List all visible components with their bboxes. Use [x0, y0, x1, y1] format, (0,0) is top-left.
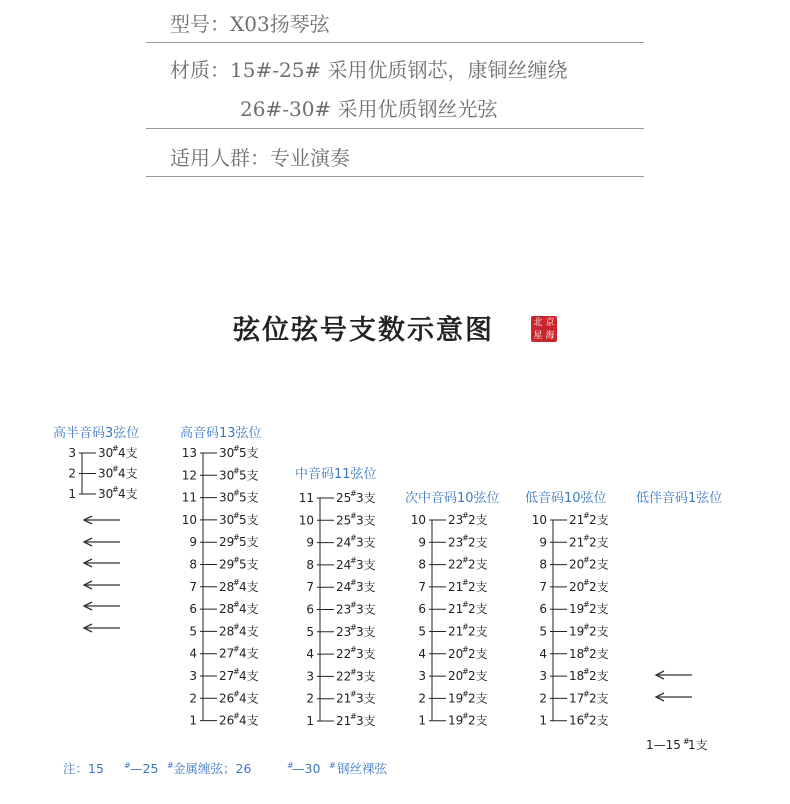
string-count: 4支 — [239, 713, 259, 728]
gauge-mark: # — [233, 510, 240, 520]
gauge-mark: # — [350, 578, 357, 588]
string-count: 4支 — [239, 669, 259, 683]
gauge-mark: # — [233, 689, 240, 699]
string-position: 5 — [189, 624, 197, 639]
string-gauge: 30 — [98, 446, 114, 460]
gauge-mark: # — [583, 689, 590, 699]
string-position: 9 — [189, 535, 197, 550]
string-position: 4 — [539, 646, 547, 661]
gauge-mark: # — [233, 577, 240, 587]
string-gauge: 28 — [219, 579, 235, 594]
gauge-mark: # — [350, 555, 357, 565]
string-position: 10 — [531, 513, 547, 527]
gauge-mark: # — [583, 577, 590, 587]
string-position: 4 — [418, 646, 426, 661]
string-gauge: 18 — [569, 646, 585, 661]
string-gauge: 30 — [98, 466, 114, 481]
string-count: 2支 — [468, 557, 488, 572]
string-row-label: 1—15 — [646, 738, 681, 752]
string-gauge: 29 — [219, 557, 235, 572]
string-position: 3 — [68, 446, 76, 460]
string-gauge: 20 — [448, 669, 464, 684]
string-count: 2支 — [468, 669, 488, 684]
gauge-mark: # — [233, 488, 240, 498]
string-position: 4 — [306, 647, 314, 662]
string-position: 1 — [68, 487, 76, 501]
string-position: 8 — [306, 557, 314, 572]
string-gauge: 21 — [448, 624, 464, 639]
string-gauge: 21 — [336, 691, 352, 706]
gauge-mark: # — [462, 555, 469, 565]
string-position: 9 — [418, 535, 426, 550]
string-position: 8 — [539, 557, 547, 572]
string-count: 2支 — [589, 557, 609, 572]
gauge-mark: # — [350, 712, 357, 721]
string-position: 1 — [539, 713, 547, 728]
string-count: 3支 — [356, 714, 376, 728]
string-gauge: 30 — [219, 446, 235, 460]
string-gauge: 24 — [336, 580, 352, 595]
string-gauge: 20 — [569, 579, 585, 594]
string-count: 3支 — [356, 647, 376, 662]
string-gauge: 23 — [448, 535, 464, 550]
gauge-mark: # — [462, 577, 469, 587]
string-gauge: 22 — [336, 647, 352, 662]
string-position: 7 — [306, 580, 314, 595]
string-position: 8 — [418, 557, 426, 572]
string-count: 5支 — [239, 490, 259, 505]
string-count: 3支 — [356, 580, 376, 595]
string-count: 4支 — [239, 624, 259, 639]
string-position: 1 — [306, 714, 314, 728]
footnote-text: —25 — [130, 761, 159, 776]
string-count: 2支 — [468, 646, 488, 661]
group-title: 高半音码3弦位 — [53, 426, 140, 441]
gauge-mark: # — [233, 622, 240, 632]
group-title: 次中音码10弦位 — [405, 491, 500, 506]
string-gauge: 29 — [219, 535, 235, 550]
string-count: 4支 — [118, 446, 138, 460]
string-count: 4支 — [118, 487, 138, 501]
gauge-mark: # — [233, 533, 240, 543]
string-gauge: 30 — [219, 490, 235, 505]
string-position: 2 — [68, 466, 76, 481]
string-count: 2支 — [589, 513, 609, 527]
gauge-mark: # — [350, 622, 357, 632]
users-value: 专业演奏 — [270, 146, 350, 170]
string-count: 2支 — [589, 579, 609, 594]
gauge-mark: # — [583, 600, 590, 610]
gauge-mark: # — [462, 667, 469, 677]
string-count: 3支 — [356, 691, 376, 706]
group-title: 高音码13弦位 — [180, 426, 262, 441]
string-position: 5 — [306, 624, 314, 639]
string-gauge: 23 — [448, 513, 464, 527]
gauge-mark: # — [583, 533, 590, 543]
string-count: 3支 — [356, 669, 376, 684]
material-value-1: 15#-25# 采用优质钢芯，康铜丝缠绕 — [230, 58, 568, 82]
string-count: 3支 — [356, 491, 376, 505]
string-gauge: 21 — [336, 714, 352, 728]
string-count: 2支 — [468, 691, 488, 706]
string-gauge: 21 — [569, 513, 585, 527]
string-position: 5 — [418, 624, 426, 639]
gauge-mark: # — [233, 555, 240, 565]
string-gauge: 26 — [219, 691, 235, 706]
string-position: 7 — [189, 579, 197, 594]
string-position: 2 — [539, 691, 547, 706]
group-title: 低伴音码1弦位 — [636, 491, 723, 506]
string-gauge: 17 — [569, 691, 585, 706]
gauge-mark: # — [583, 622, 590, 632]
string-position: 1 — [189, 713, 197, 728]
users-label: 适用人群： — [170, 146, 270, 170]
string-count: 3支 — [356, 535, 376, 550]
string-position: 6 — [306, 602, 314, 617]
string-count: 2支 — [468, 713, 488, 728]
string-gauge: 23 — [336, 602, 352, 617]
gauge-mark: # — [350, 689, 357, 699]
string-count: 2支 — [589, 669, 609, 684]
material-value-2: 26#-30# 采用优质钢丝光弦 — [240, 97, 498, 121]
gauge-mark: # — [112, 485, 119, 494]
string-position: 6 — [189, 602, 197, 617]
string-position: 7 — [539, 579, 547, 594]
diagram-title: 弦位弦号支数示意图 — [233, 315, 494, 346]
string-count: 2支 — [468, 535, 488, 550]
string-count: 2支 — [589, 713, 609, 728]
string-count: 5支 — [239, 557, 259, 572]
string-count: 4支 — [239, 691, 259, 706]
string-count: 5支 — [239, 512, 259, 527]
string-position: 2 — [306, 691, 314, 706]
string-gauge: 25 — [336, 513, 352, 528]
string-gauge: 19 — [448, 713, 464, 728]
group-title: 中音码11弦位 — [295, 467, 377, 482]
string-gauge: 22 — [448, 557, 464, 572]
gauge-mark: # — [112, 464, 119, 474]
string-gauge: 20 — [569, 557, 585, 572]
gauge-mark: # — [287, 761, 294, 770]
gauge-mark: # — [583, 511, 590, 520]
gauge-mark: # — [233, 600, 240, 610]
string-position: 10 — [298, 513, 314, 528]
gauge-mark: # — [233, 444, 240, 453]
string-count: 3支 — [356, 624, 376, 639]
string-gauge: 28 — [219, 624, 235, 639]
string-position: 10 — [181, 512, 197, 527]
string-gauge: 24 — [336, 557, 352, 572]
string-count: 1支 — [688, 738, 708, 752]
gauge-mark: # — [233, 711, 240, 721]
string-position: 8 — [189, 557, 197, 572]
string-gauge: 19 — [569, 602, 585, 617]
string-count: 2支 — [589, 535, 609, 550]
gauge-mark: # — [124, 761, 131, 770]
string-gauge: 21 — [448, 579, 464, 594]
string-position: 12 — [181, 468, 197, 483]
string-gauge: 20 — [448, 646, 464, 661]
string-count: 3支 — [356, 602, 376, 617]
string-count: 4支 — [239, 602, 259, 617]
seal-stamp: 北 京 星 海 — [531, 316, 557, 342]
string-gauge: 16 — [569, 713, 585, 728]
gauge-mark: # — [233, 466, 240, 476]
string-position: 6 — [539, 602, 547, 617]
gauge-mark: # — [233, 667, 240, 676]
gauge-mark: # — [462, 533, 469, 543]
string-position: 4 — [189, 646, 197, 661]
string-count: 2支 — [468, 579, 488, 594]
string-gauge: 26 — [219, 713, 235, 728]
string-count: 4支 — [118, 466, 138, 481]
string-position: 3 — [306, 669, 314, 684]
gauge-mark: # — [462, 600, 469, 610]
string-gauge: 21 — [569, 535, 585, 550]
string-gauge: 30 — [98, 487, 114, 501]
string-position: 10 — [410, 513, 426, 527]
string-position: 6 — [418, 602, 426, 617]
gauge-mark: # — [233, 644, 240, 654]
gauge-mark: # — [350, 645, 357, 655]
string-count: 5支 — [239, 535, 259, 550]
string-position: 2 — [189, 691, 197, 706]
string-position: 7 — [418, 579, 426, 594]
footnote-text: 注：15 — [63, 761, 104, 776]
string-gauge: 27 — [219, 669, 235, 683]
string-gauge: 21 — [448, 602, 464, 617]
string-gauge: 25 — [336, 491, 352, 505]
gauge-mark: # — [583, 711, 590, 721]
gauge-mark: # — [583, 555, 590, 565]
string-count: 5支 — [239, 468, 259, 483]
string-count: 2支 — [589, 602, 609, 617]
string-count: 2支 — [468, 602, 488, 617]
string-gauge: 28 — [219, 602, 235, 617]
gauge-mark: # — [462, 622, 469, 632]
gauge-mark: # — [683, 737, 690, 746]
string-gauge: 27 — [219, 646, 235, 661]
string-count: 4支 — [239, 646, 259, 661]
gauge-mark: # — [462, 711, 469, 721]
string-count: 2支 — [468, 513, 488, 527]
string-position: 2 — [418, 691, 426, 706]
string-position: 3 — [418, 669, 426, 684]
string-count: 2支 — [589, 691, 609, 706]
string-position: 13 — [181, 446, 197, 460]
footnote-text: 钢丝裸弦 — [337, 761, 388, 776]
string-position: 11 — [181, 490, 197, 505]
string-gauge: 19 — [448, 691, 464, 706]
string-count: 3支 — [356, 513, 376, 528]
string-count: 2支 — [468, 624, 488, 639]
gauge-mark: # — [112, 444, 119, 453]
group-title: 低音码10弦位 — [525, 491, 607, 506]
gauge-mark: # — [350, 600, 357, 610]
model-value: X03扬琴弦 — [230, 12, 330, 36]
string-position: 3 — [539, 669, 547, 684]
string-position: 9 — [539, 535, 547, 550]
footnote-text: 金属缠弦；26 — [173, 761, 252, 776]
gauge-mark: # — [462, 689, 469, 699]
string-position: 9 — [306, 535, 314, 550]
string-count: 3支 — [356, 557, 376, 572]
footnote-text: —30 — [292, 761, 321, 776]
string-count: 2支 — [589, 624, 609, 639]
gauge-mark: # — [350, 511, 357, 521]
gauge-mark: # — [167, 761, 174, 770]
gauge-mark: # — [350, 489, 357, 498]
string-position: 1 — [418, 713, 426, 728]
string-position: 11 — [298, 491, 314, 505]
gauge-mark: # — [329, 761, 336, 770]
gauge-mark: # — [462, 511, 469, 520]
string-gauge: 30 — [219, 512, 235, 527]
string-gauge: 30 — [219, 468, 235, 483]
gauge-mark: # — [350, 667, 357, 677]
gauge-mark: # — [583, 644, 590, 654]
string-count: 5支 — [239, 446, 259, 460]
string-position: 5 — [539, 624, 547, 639]
string-gauge: 18 — [569, 669, 585, 684]
string-gauge: 24 — [336, 535, 352, 550]
string-gauge: 19 — [569, 624, 585, 639]
material-label: 材质： — [170, 58, 230, 82]
string-gauge: 22 — [336, 669, 352, 684]
string-gauge: 23 — [336, 624, 352, 639]
model-label: 型号： — [170, 12, 230, 36]
gauge-mark: # — [462, 644, 469, 654]
gauge-mark: # — [583, 667, 590, 677]
string-count: 4支 — [239, 579, 259, 594]
string-position: 3 — [189, 669, 197, 683]
gauge-mark: # — [350, 533, 357, 543]
string-count: 2支 — [589, 646, 609, 661]
